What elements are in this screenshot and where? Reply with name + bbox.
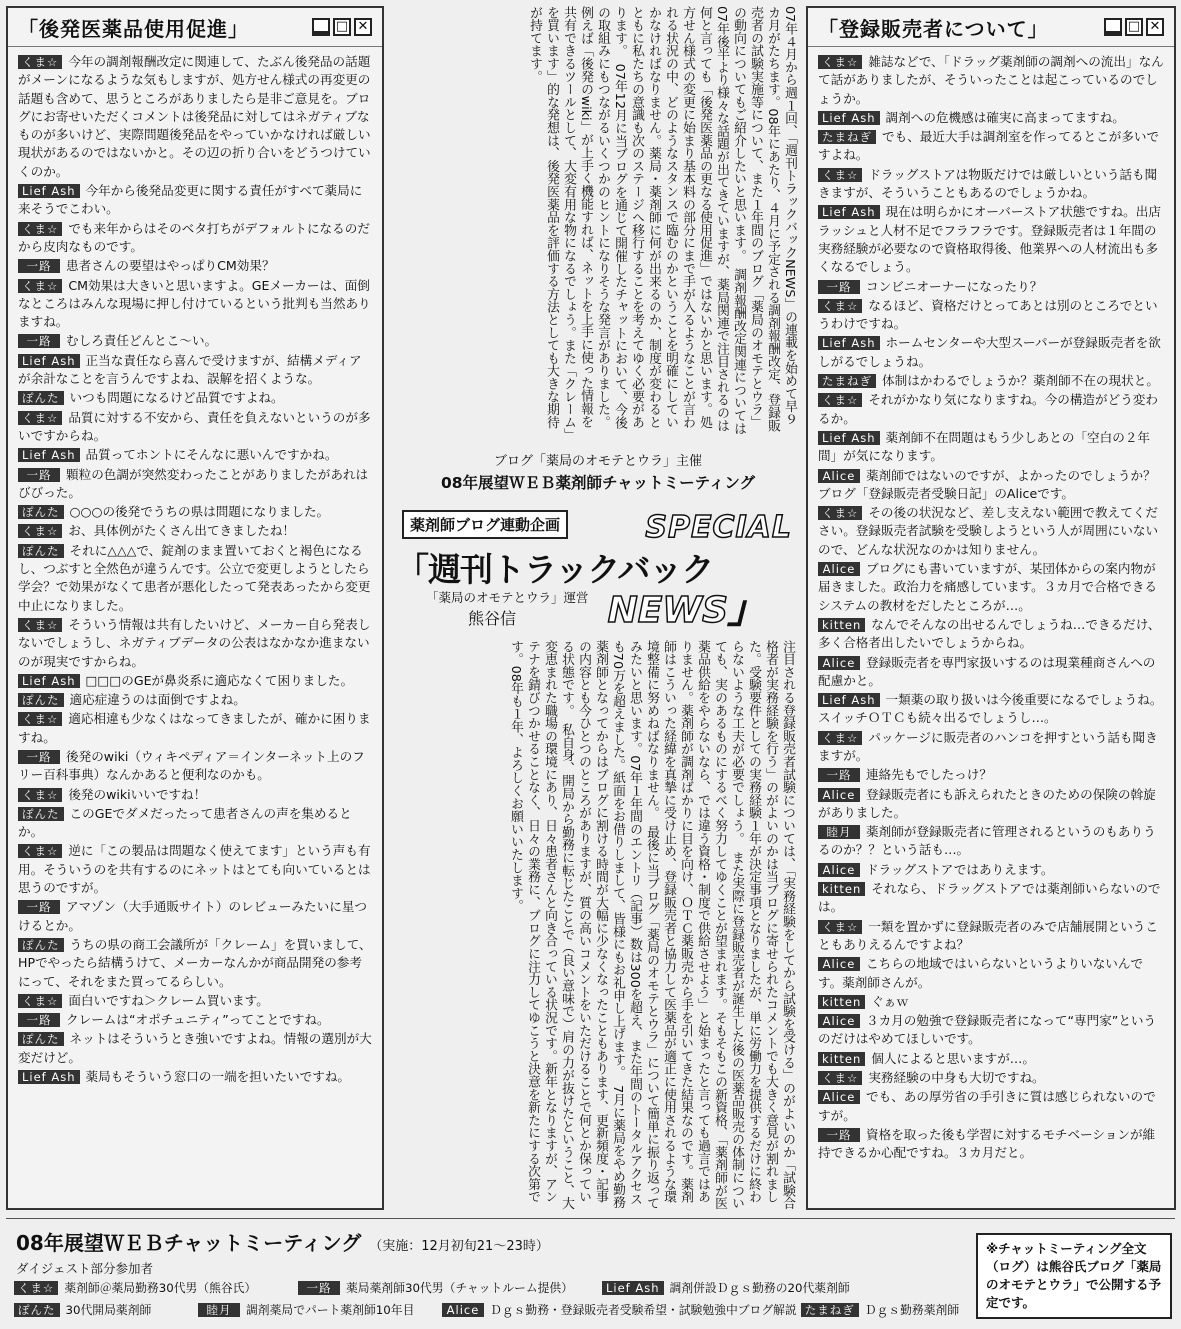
right-chat-log: [808, 47, 1174, 1170]
speaker-tag: kitten: [818, 882, 865, 896]
chat-text: 適応症違うのは面倒ですよね。: [69, 692, 246, 708]
chat-line: [818, 861, 1164, 879]
chat-text: そういう情報は共有したいけど、メーカー自ら発表しないでしょうし、ネガティブデータの公表はなかなか進まないのが現実ですからね。: [18, 616, 371, 669]
chat-line: [18, 503, 372, 521]
chat-line: [18, 182, 372, 219]
special-note: 「薬局のオモテとウラ」運営: [426, 590, 589, 605]
participant-tag: ぽんた: [14, 1303, 60, 1317]
participant: [602, 1279, 902, 1296]
participant: [198, 1301, 438, 1318]
special-header: [396, 510, 798, 630]
speaker-tag: Lief Ash: [818, 693, 880, 707]
speaker-tag: くま☆: [18, 618, 62, 632]
chat-text: 適応相違も少なくはなってきましたが、確かに困りますね。: [18, 711, 371, 745]
speaker-tag: ぽんた: [18, 505, 64, 519]
participant-desc: Ｄｇｓ勤務・登録販売者受験希望・試験勉強中ブログ解説: [490, 1303, 797, 1317]
chat-line: [818, 504, 1164, 559]
chat-line: [818, 128, 1164, 165]
chat-line: [818, 729, 1164, 766]
chat-line: [818, 993, 1164, 1011]
chat-line: [818, 616, 1164, 653]
speaker-tag: Alice: [818, 1014, 860, 1028]
speaker-tag: くま☆: [818, 393, 862, 407]
special-label: 薬剤師ブログ連動企画: [402, 510, 568, 539]
meeting-date: （実施：12月初旬21～23時）: [369, 1239, 549, 1254]
chat-text: コンビニオーナーになったり？: [866, 278, 1043, 294]
speaker-tag: Lief Ash: [18, 448, 80, 462]
close-icon: ✕: [354, 18, 372, 36]
speaker-tag: kitten: [818, 995, 865, 1009]
minimize-icon: [312, 18, 330, 36]
chat-text: CM効果は大きいと思いますよ。GEメーカーは、面倒なところはみんな現場に押し付けているという批判も当然ありますね。: [18, 277, 371, 330]
chat-text: 薬剤師が登録販売者に管理されるというのもありうるのか？？という話も…。: [818, 824, 1156, 858]
participant-tag: Lief Ash: [602, 1281, 664, 1295]
chat-text: 一類を置かずに登録販売者のみで店舗展開ということもありえるんですよね？: [818, 918, 1158, 952]
speaker-tag: くま☆: [18, 524, 62, 538]
chat-line: [818, 278, 1164, 296]
special-word: SPECIAL: [645, 510, 792, 545]
speaker-tag: くま☆: [818, 506, 862, 520]
speaker-tag: くま☆: [818, 920, 862, 934]
speaker-tag: 一路: [818, 1128, 860, 1142]
chat-text: 体制はかわるでしょうか？薬剤師不在の現状と。: [882, 373, 1159, 389]
chat-text: ぐぁｗ: [871, 993, 909, 1009]
speaker-tag: 一路: [18, 468, 60, 482]
speaker-tag: 睦月: [818, 825, 860, 839]
chat-meeting-banner: [400, 450, 796, 493]
chat-line: [18, 332, 372, 350]
chat-text: 調剤への危機感は確実に高まってますね。: [885, 109, 1125, 125]
speaker-tag: くま☆: [18, 788, 62, 802]
participant-tag: 睦月: [198, 1303, 240, 1317]
speaker-tag: くま☆: [818, 55, 862, 69]
chat-line: [818, 391, 1164, 428]
participant: [442, 1301, 797, 1318]
speaker-tag: くま☆: [818, 1071, 862, 1085]
chat-text: お、具体例がたくさん出てきましたね！: [68, 523, 295, 539]
chat-line: [818, 467, 1164, 504]
chat-text: 資格を取った後も学習に対するモチベーションが維持できるか心配ですね。３カ月だと。: [818, 1126, 1156, 1161]
chat-text: 薬剤師不在問題はもう少しあとの「空白の２年間」が気になります。: [818, 429, 1150, 464]
log-note: ※チャットミーティング全文（ログ）は熊谷氏ブログ「薬局のオモテとウラ」で公開する予定です。: [976, 1233, 1172, 1319]
participants-row-1: [14, 1279, 902, 1296]
chat-line: [18, 352, 372, 389]
participant-tag: 一路: [298, 1281, 340, 1295]
left-chat-log: [8, 47, 382, 1093]
speaker-tag: くま☆: [818, 299, 862, 313]
chat-text: それなら、ドラッグストアでは薬剤師いらないのでは。: [818, 881, 1161, 915]
chat-line: [18, 1030, 372, 1067]
participant-tag: たまねぎ: [801, 1303, 859, 1317]
chat-line: [818, 297, 1164, 334]
chat-line: [18, 466, 372, 503]
chat-line: [18, 898, 372, 935]
window-controls: [312, 18, 372, 36]
speaker-tag: 一路: [18, 750, 60, 764]
chat-line: [818, 1050, 1164, 1068]
chat-text: でも、最近大手は調剤室を作ってるとこが多いですよね。: [818, 129, 1160, 163]
speaker-tag: Alice: [818, 957, 860, 971]
participants-title: [16, 1227, 549, 1256]
right-box-title: 「登録販売者について」: [818, 16, 1049, 41]
chat-text: 現在は明らかにオーバーストア状態ですね。出店ラッシュと人材不足でフラフラです。登録販売者は１年間の実務経験が必要なので資格取得後、他業界への人材流出も多くなるでしょう。: [818, 204, 1161, 275]
chat-line: [818, 53, 1164, 108]
chat-text: 雑誌などで、「ドラッグ薬剤師の調剤への流出」なんて話がありましたが、そういったことは起こっているのでしょうか。: [818, 54, 1164, 106]
chat-line: [818, 203, 1164, 276]
speaker-tag: Lief Ash: [818, 431, 880, 445]
speaker-tag: くま☆: [18, 844, 62, 858]
speaker-tag: 一路: [18, 1013, 60, 1027]
speaker-tag: Alice: [818, 1090, 860, 1104]
participant-desc: 調剤併設Ｄｇｓ勤務の20代薬剤師: [669, 1281, 850, 1295]
speaker-tag: Lief Ash: [18, 674, 80, 688]
chat-text: 今年から後発品変更に関する責任がすべて薬局に来そうでこわい。: [18, 183, 363, 217]
chat-line: [18, 1011, 372, 1029]
chat-line: [18, 936, 372, 991]
right-box-header: [808, 8, 1174, 47]
chat-line: [18, 1068, 372, 1086]
chat-text: パッケージに販売者のハンコを押すという話も聞きますが。: [818, 729, 1158, 763]
speaker-tag: 一路: [818, 768, 860, 782]
chat-text: なんでそんなの出せるんでしょうね…できるだけ、多く合格者出したいでしょうからね。: [818, 616, 1161, 651]
chat-line: [18, 389, 372, 407]
chat-line: [18, 446, 372, 464]
chat-text: 品質に対する不安から、責任を負えないというのが多いですからね。: [18, 409, 371, 443]
chat-line: [818, 786, 1164, 823]
chat-text: このGEでダメだったって患者さんの声を集めるとか。: [18, 805, 352, 840]
left-box-title: 「後発医薬品使用促進」: [18, 16, 249, 41]
chat-line: [18, 277, 372, 332]
left-box-header: [8, 8, 382, 47]
chat-line: [818, 166, 1164, 203]
chat-line: [18, 616, 372, 671]
chat-text: なるほど、資格だけとってあとは別のところでというわけですね。: [818, 297, 1158, 332]
participant: [14, 1279, 294, 1296]
chat-line: [818, 1126, 1164, 1163]
speaker-tag: 一路: [818, 280, 860, 294]
chat-text: その後の状況など、差し支えない範囲で教えてください。登録販売者試験を受験しようという人が周囲にいないので、どんな状況なのかは知りません。: [818, 505, 1159, 557]
chat-text: それがかなり気になりますね。今の構造がどう変わるか。: [818, 392, 1158, 426]
chat-line: [18, 710, 372, 747]
speaker-tag: Lief Ash: [18, 354, 80, 368]
chat-line: [18, 691, 372, 709]
chat-text: アマゾン（大手通販サイト）のレビューみたいに星つけるとか。: [18, 899, 367, 933]
chat-text: 逆に「この製品は問題なく使えてます」という声も有用。そういうのを共有するのにネットはとても向いているとは思うのですが。: [18, 843, 371, 896]
speaker-tag: 一路: [18, 334, 60, 348]
chat-line: [818, 918, 1164, 955]
chat-line: [18, 672, 372, 690]
participant-tag: くま☆: [14, 1281, 58, 1295]
chat-text: ○○○の後発でうちの県は問題になりました。: [69, 504, 330, 520]
chat-text: でも、あの厚労省の手引きに質は感じられないのですが。: [818, 1089, 1156, 1123]
minimize-icon: [1104, 18, 1122, 36]
speaker-tag: 一路: [18, 900, 60, 914]
chat-line: [18, 409, 372, 446]
chat-line: [818, 766, 1164, 784]
participants-row-2: [14, 1301, 959, 1318]
speaker-tag: たまねぎ: [818, 130, 876, 144]
chat-text: □□□のGEが鼻炎系に適応なくて困りました。: [85, 672, 354, 688]
chat-text: 顆粒の色調が突然変わったことがありましたがあれはびびった。: [18, 466, 369, 500]
chat-text: 薬局もそういう窓口の一端を担いたいですね。: [85, 1069, 350, 1085]
chat-line: [818, 1069, 1164, 1087]
chat-text: 個人によると思いますが…。: [871, 1050, 1035, 1066]
speaker-tag: くま☆: [18, 712, 62, 726]
chat-text: ドラッグストアではありえます。: [866, 861, 1054, 877]
speaker-tag: くま☆: [18, 55, 62, 69]
chat-text: ３カ月の勉強で登録販売者になって“専門家”というのだけはやめてほしいです。: [818, 1013, 1157, 1047]
chat-text: こちらの地域ではいらないというよりいないんです。薬剤師さんが。: [818, 956, 1144, 990]
maximize-icon: □: [333, 18, 351, 36]
speaker-tag: くま☆: [18, 994, 62, 1008]
speaker-tag: Alice: [818, 863, 860, 877]
speaker-tag: ぽんた: [18, 391, 64, 405]
participant-desc: 薬剤師＠薬局勤務30代男（熊谷氏）: [64, 1281, 257, 1295]
speaker-tag: Alice: [818, 656, 860, 670]
speaker-tag: くま☆: [18, 411, 62, 425]
chat-text: 登録販売者にも訴えられたときのための保険の斡旋がありました。: [818, 786, 1156, 820]
speaker-tag: Lief Ash: [818, 111, 880, 125]
speaker-tag: ぽんた: [18, 1032, 64, 1046]
chat-text: それに△△△で、錠剤のまま置いておくと褐色になるし、つぶすと全然色が違うんです。公立で変更しようとしたら学会？で効果がなくて患者が悪化したって発表あったから変更中止になりました。: [18, 542, 371, 613]
chat-line: [818, 823, 1164, 860]
chat-text: うちの県の商工会議所が「クレーム」を買いまして、HPでやったら結構うけて、メーカーなんかが商品開発の参考にって、それをまた買ってるらしい。: [18, 936, 372, 989]
speaker-tag: くま☆: [818, 731, 862, 745]
chat-line: [818, 109, 1164, 127]
chat-line: [18, 786, 372, 804]
chat-line: [818, 654, 1164, 691]
speaker-tag: くま☆: [18, 279, 62, 293]
participant: [14, 1301, 194, 1318]
close-icon: ✕: [1146, 18, 1164, 36]
special-author: 熊谷信: [468, 609, 517, 628]
maximize-icon: □: [1125, 18, 1143, 36]
participant-desc: Ｄｇｓ勤務薬剤師: [864, 1303, 960, 1317]
chat-line: [18, 257, 372, 275]
speaker-tag: ぽんた: [18, 693, 64, 707]
chat-text: ホームセンターや大型スーパーが登録販売者を欲しがるでしょうね。: [818, 335, 1161, 369]
special-news: NEWS」: [607, 590, 764, 631]
chat-line: [818, 429, 1164, 466]
right-chat-box: [806, 6, 1176, 1210]
speaker-tag: Lief Ash: [818, 205, 880, 219]
speaker-tag: Lief Ash: [18, 1070, 80, 1084]
chat-text: ドラッグストアは物販だけでは厳しいという話も聞きますが、そういうこともあるのでしょうかね。: [818, 166, 1158, 201]
chat-text: 患者さんの要望はやっぱりCM効果？: [66, 258, 275, 274]
chat-line: [18, 748, 372, 785]
participant: [801, 1301, 959, 1318]
chat-text: 一類薬の取り扱いは今後重要になるでしょうね。スイッチＯＴＣも続々出るでしょうし…。: [818, 692, 1163, 726]
chat-line: [818, 1088, 1164, 1125]
banner-subtitle: ブログ「薬局のオモテとウラ」主催: [493, 454, 702, 469]
left-chat-box: [6, 6, 384, 1210]
chat-text: 面白いですね＞クレーム買います。: [68, 992, 269, 1008]
chat-line: [818, 955, 1164, 992]
chat-line: [18, 220, 372, 257]
chat-text: ネットはそういうとき強いですよね。情報の選別が大変だけど。: [18, 1031, 372, 1065]
chat-line: [18, 842, 372, 897]
participant-desc: 薬局薬剤師30代男（チャットルーム提供）: [346, 1281, 574, 1295]
chat-line: [818, 691, 1164, 728]
speaker-tag: たまねぎ: [818, 374, 876, 388]
participants-title-text: 08年展望ＷＥＢチャットミーティング: [16, 1231, 362, 1255]
window-controls: [1104, 18, 1164, 36]
participant-tag: Alice: [442, 1303, 484, 1317]
chat-text: クレームは“オポチュニティ”ってことですね。: [66, 1012, 330, 1028]
chat-line: [18, 542, 372, 615]
chat-text: 薬剤師ではないのですが、よかったのでしょうか？ブログ「登録販売者受験日記」のAliceです。: [818, 467, 1156, 501]
speaker-tag: ぽんた: [18, 938, 64, 952]
chat-text: 後発のwikiいいですね！: [68, 786, 207, 802]
speaker-tag: ぽんた: [18, 807, 64, 821]
speaker-tag: Lief Ash: [18, 184, 80, 198]
speaker-tag: くま☆: [818, 168, 862, 182]
chat-line: [18, 805, 372, 842]
chat-text: むしろ責任どんとこ～い。: [66, 333, 218, 349]
banner-title: 08年展望ＷＥＢ薬剤師チャットミーティング: [440, 474, 756, 492]
participants-section: [6, 1218, 1175, 1324]
speaker-tag: Alice: [818, 788, 860, 802]
chat-line: [818, 1012, 1164, 1049]
chat-line: [818, 560, 1164, 615]
participants-subtitle: ダイジェスト部分参加者: [16, 1261, 154, 1276]
speaker-tag: Lief Ash: [818, 336, 880, 350]
chat-text: 品質ってホントにそんなに悪いんですかね。: [85, 447, 338, 463]
chat-text: 後発のwiki（ウィキペディア＝インターネット上のフリー百科事典）なんかあると便利なのかも。: [18, 748, 365, 783]
chat-line: [818, 372, 1164, 390]
chat-text: 連絡先もでしたっけ？: [866, 767, 992, 783]
chat-line: [18, 522, 372, 540]
chat-text: 今年の調剤報酬改定に関連して、たぶん後発品の話題がメーンになるような気もしますが、処方せん様式の再変更の話題も含めて、思うところがありましたら是非ご意見を。ブログにお寄せいただくコメントは後発品に対してはネガティブなものが多いけど、実際問題後発品をやっていかなければ厳しい現状があるのではないかと。その辺の折り合いをどうつけていくのか。: [18, 54, 371, 179]
participant-desc: 調剤薬局でパート薬剤師10年目: [246, 1303, 415, 1317]
participant: [298, 1279, 598, 1296]
speaker-tag: Alice: [818, 562, 860, 576]
chat-text: ブログにも書いていますが、某団体からの案内物が届きました。政治力を痛感しています。３カ月で合格できるシステムの教材をだしたところが…。: [818, 561, 1158, 613]
chat-text: でも来年からはそのベタ打ちがデフォルトになるのだから皮肉なものです。: [18, 220, 370, 254]
participant-desc: 30代開局薬剤師: [65, 1303, 152, 1317]
chat-text: 実務経験の中身も大切ですね。: [868, 1070, 1045, 1086]
article-bottom-column: 注目される登録販売者試験については、「実務経験をしてから試験を受ける」のがよいのか「試験合格者が実務経験を行う」のがよいのかは当ブログに寄せられたコメントでも大きく意見が割れました。受験要件としての実務経験１年が決定事項となりましたが、単に労働力を提供するだけに終わらないような工夫が必要でしょう。 また実際に登録販売者が誕生した後の医薬品販売の体制についても、実のあるものにするべく努力してゆくことが望まれます。そもそもこの新資格、「薬剤師が医薬品供給をやらないなら、では違う資格・制度で供給させよう」と始まったと言っても過言ではありません。薬剤師が調剤ばかりに目を向け、ＯＴＣ薬販売から手を引いてきた結果なのです。薬剤師はこういった経緯を真摯に受け止め、登録販売者と協力して医薬品が適正に使用されるような環境整備に努めねばなりません。 最後に当ブログ「薬局のオモテとウラ」について簡単に振り返ってみたいと思います。07年１年間のエントリ（記事）数は300を超え、また年間のトータルアクセスも70万を超えました。紙面をお借りしまして、皆様にもお礼申し上げます。 7月に薬局をやめ勤務薬剤師となってからはブログに割ける時間が大幅に少なくなったこともあります、更新頻度・記事の内容とも今ひとつのところがありますが、質の高いコメントをいただけることで何とか保っている状態です。 私自身、開局から勤務に転じたことで（良い意味で）肩の力が抜けたということ、大変恵まれた職場の環境にあり、日々患者さんと向き合っている状況です。新年となりますが、アンテナを錆びつかせることなく、日々の業務に、ブログに注力してゆこうと決意を新たにする次第です。08年も１年、よろしくお願いいたします。: [508, 640, 795, 1210]
chat-line: [18, 53, 372, 181]
chat-line: [818, 880, 1164, 917]
speaker-tag: Alice: [818, 469, 860, 483]
speaker-tag: ぽんた: [18, 544, 64, 558]
speaker-tag: kitten: [818, 1052, 865, 1066]
article-top-column: 07年４月から週１回、「週刊トラックバックNEWS」の連載を始めて早９カ月がたちます。08年にあたり、４月に予定される調剤報酬改定、登録販売者の試験実施等について、また１年間のブログ「薬局のオモテとウラ」の動向についてもご紹介したいと思います。 調剤報酬改定関連については07年後半より様々な話題が出てきていますが、薬局関連で注目されるのは何と言っても「後発医薬品の更なる使用促進」ではないかと思います。処方せん様式の変更に始まり基本料の部分にまで手が入るようなことが言われる状況の中、どのようなスタンスで臨むのかということを明確にしていかなければなりません。薬局・薬剤師に何が出来るのか、制度が変わるとともに私たちの意識も次のステージへ移行することを考えてゆく必要があります。 07年12月に当ブログを通じて開催したチャットにおいて、今後の取組みにもつながるいくつかのヒントになりそうな発言がありました。例えば「後発のwiki」が上手く機能すれば、ネットを上手に使った情報を共有できるツールとして、大変有用な物になるでしょう。また「クレーム」を買います」的な発想は、後発医薬品を評価する方法としても大きな期待が持てます。: [527, 6, 797, 435]
chat-text: いつも問題になるけど品質ですよね。: [69, 390, 284, 406]
special-title: 「週刊トラックバック: [396, 550, 714, 589]
chat-line: [818, 334, 1164, 371]
chat-line: [18, 992, 372, 1010]
speaker-tag: 一路: [18, 259, 60, 273]
speaker-tag: kitten: [818, 618, 865, 632]
chat-text: 登録販売者を専門家扱いするのは現業種商さんへの配慮かと。: [818, 654, 1156, 688]
speaker-tag: くま☆: [18, 222, 62, 236]
chat-text: 正当な責任なら喜んで受けますが、結構メディアが余計なことを言うんですよね、誤解を招くような。: [18, 352, 362, 387]
